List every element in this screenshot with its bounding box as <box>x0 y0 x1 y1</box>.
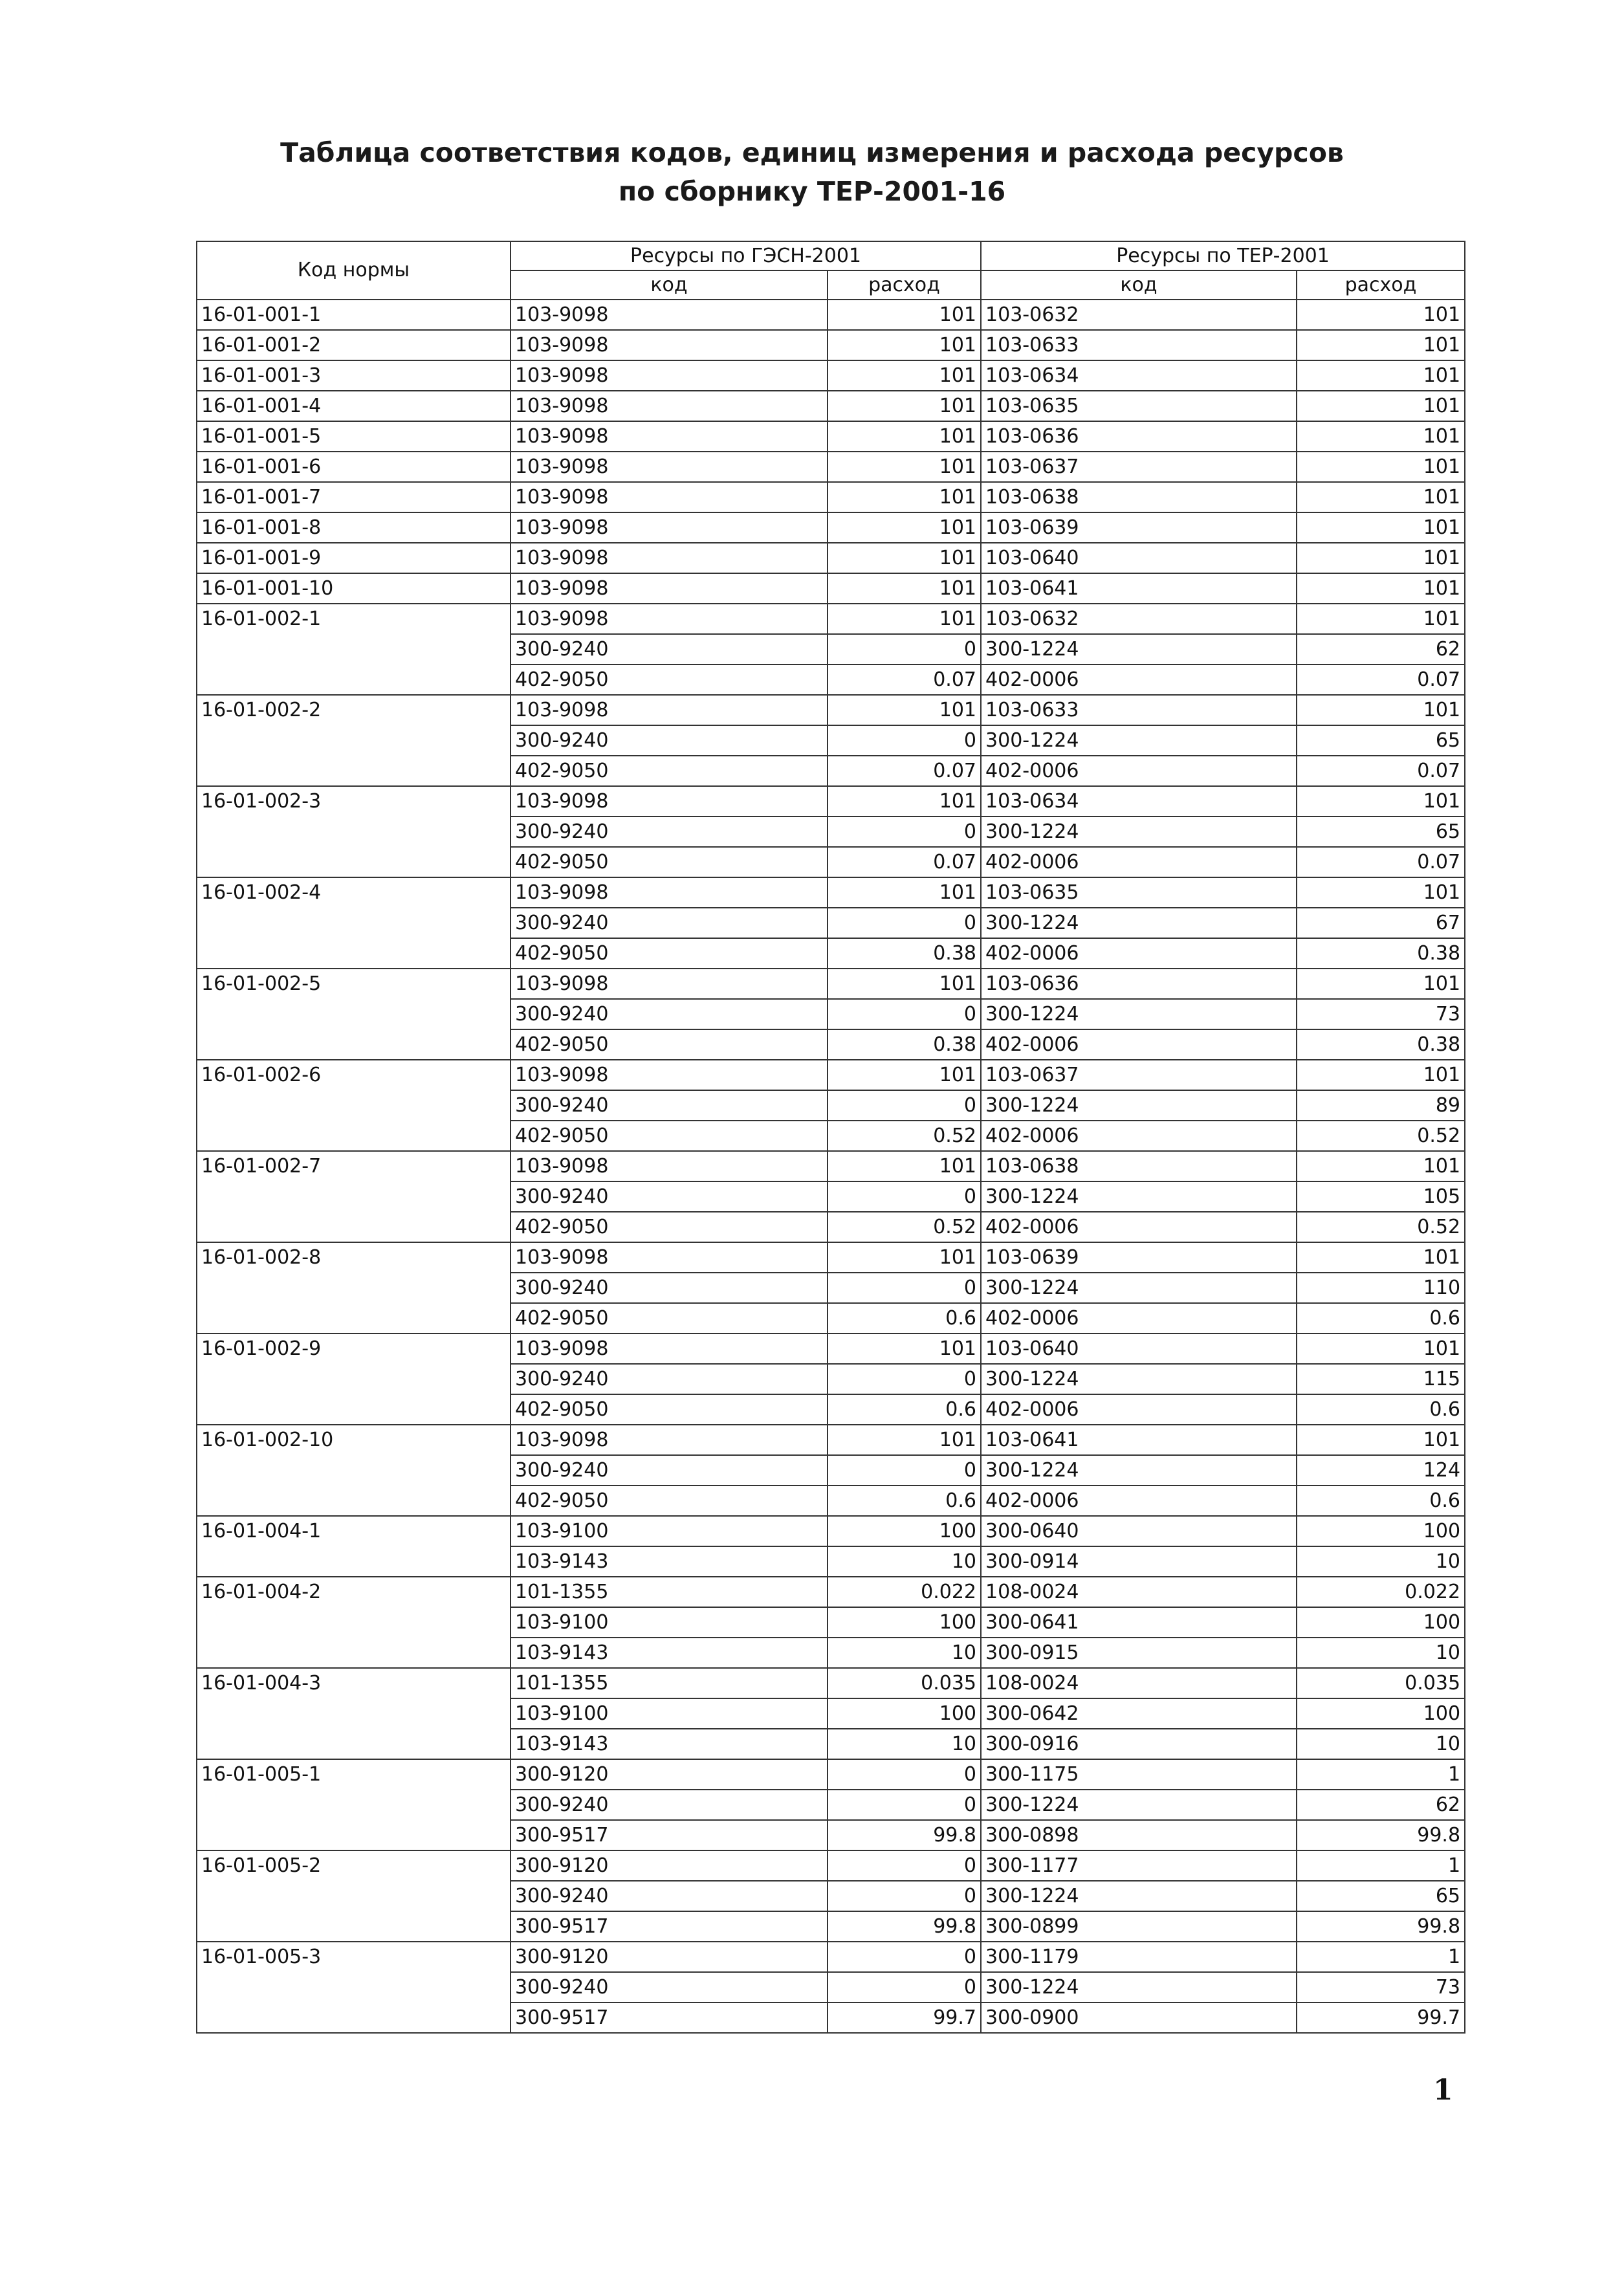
gesn-consumption-cell: 101 <box>828 300 981 330</box>
ter-code-cell: 402-0006 <box>981 1394 1297 1425</box>
gesn-consumption-cell: 101 <box>828 695 981 725</box>
gesn-consumption-cell: 101 <box>828 786 981 817</box>
ter-consumption-cell: 110 <box>1297 1273 1465 1303</box>
gesn-code-cell: 402-9050 <box>510 938 828 969</box>
ter-consumption-cell: 99.8 <box>1297 1820 1465 1850</box>
ter-consumption-cell: 101 <box>1297 604 1465 634</box>
gesn-consumption-cell: 0 <box>828 725 981 756</box>
ter-code-cell: 300-1224 <box>981 725 1297 756</box>
gesn-code-cell: 300-9240 <box>510 1790 828 1820</box>
norm-code-cell: 16-01-002-1 <box>197 604 510 695</box>
norm-code-cell: 16-01-002-3 <box>197 786 510 877</box>
table-row <box>197 1516 1465 1546</box>
ter-code-cell: 103-0635 <box>981 391 1297 421</box>
gesn-code-cell: 300-9517 <box>510 1820 828 1850</box>
ter-code-cell: 402-0006 <box>981 1303 1297 1333</box>
ter-consumption-cell: 101 <box>1297 1151 1465 1181</box>
ter-code-cell: 103-0637 <box>981 1060 1297 1090</box>
gesn-consumption-cell: 101 <box>828 452 981 482</box>
gesn-consumption-cell: 0 <box>828 1850 981 1881</box>
gesn-consumption-cell: 101 <box>828 604 981 634</box>
ter-code-cell: 108-0024 <box>981 1577 1297 1607</box>
gesn-code-cell: 402-9050 <box>510 1303 828 1333</box>
ter-consumption-cell: 0.07 <box>1297 756 1465 786</box>
gesn-code-cell: 300-9240 <box>510 908 828 938</box>
ter-consumption-cell: 101 <box>1297 969 1465 999</box>
ter-code-cell: 300-1224 <box>981 1364 1297 1394</box>
table-row <box>197 1060 1465 1090</box>
gesn-code-cell: 300-9240 <box>510 1972 828 2002</box>
ter-code-cell: 103-0634 <box>981 360 1297 391</box>
gesn-code-cell: 103-9098 <box>510 1151 828 1181</box>
ter-consumption-cell: 1 <box>1297 1850 1465 1881</box>
ter-code-cell: 300-0641 <box>981 1607 1297 1638</box>
gesn-code-cell: 103-9098 <box>510 604 828 634</box>
gesn-consumption-cell: 101 <box>828 1333 981 1364</box>
norm-code-cell: 16-01-005-3 <box>197 1942 510 2033</box>
ter-code-cell: 402-0006 <box>981 938 1297 969</box>
ter-consumption-cell: 89 <box>1297 1090 1465 1121</box>
gesn-code-cell: 103-9098 <box>510 969 828 999</box>
gesn-consumption-cell: 0 <box>828 817 981 847</box>
norm-code-cell: 16-01-001-8 <box>197 512 510 543</box>
ter-code-cell: 300-1177 <box>981 1850 1297 1881</box>
ter-consumption-cell: 65 <box>1297 1881 1465 1911</box>
ter-code-cell: 103-0635 <box>981 877 1297 908</box>
gesn-consumption-cell: 101 <box>828 1060 981 1090</box>
gesn-code-cell: 300-9240 <box>510 1364 828 1394</box>
gesn-code-cell: 300-9240 <box>510 1455 828 1486</box>
gesn-consumption-cell: 99.7 <box>828 2002 981 2033</box>
header-gesn-consumption: расход <box>828 270 981 300</box>
ter-consumption-cell: 1 <box>1297 1942 1465 1972</box>
gesn-consumption-cell: 0.07 <box>828 847 981 877</box>
gesn-code-cell: 402-9050 <box>510 1394 828 1425</box>
ter-code-cell: 300-0640 <box>981 1516 1297 1546</box>
ter-code-cell: 300-0642 <box>981 1698 1297 1729</box>
gesn-code-cell: 300-9517 <box>510 1911 828 1942</box>
ter-code-cell: 300-1224 <box>981 999 1297 1029</box>
ter-code-cell: 300-1179 <box>981 1942 1297 1972</box>
ter-code-cell: 300-1224 <box>981 634 1297 664</box>
gesn-consumption-cell: 0 <box>828 1759 981 1790</box>
table-row <box>197 421 1465 452</box>
ter-code-cell: 402-0006 <box>981 1212 1297 1242</box>
gesn-code-cell: 103-9100 <box>510 1607 828 1638</box>
ter-code-cell: 300-0914 <box>981 1546 1297 1577</box>
norm-code-cell: 16-01-002-9 <box>197 1333 510 1425</box>
ter-code-cell: 300-1224 <box>981 1881 1297 1911</box>
ter-code-cell: 402-0006 <box>981 847 1297 877</box>
table-row <box>197 360 1465 391</box>
ter-consumption-cell: 124 <box>1297 1455 1465 1486</box>
gesn-code-cell: 103-9098 <box>510 695 828 725</box>
ter-code-cell: 103-0637 <box>981 452 1297 482</box>
ter-code-cell: 300-1224 <box>981 1181 1297 1212</box>
ter-code-cell: 402-0006 <box>981 1029 1297 1060</box>
ter-code-cell: 108-0024 <box>981 1668 1297 1698</box>
ter-consumption-cell: 99.7 <box>1297 2002 1465 2033</box>
table-row <box>197 330 1465 360</box>
gesn-consumption-cell: 0 <box>828 1090 981 1121</box>
norm-code-cell: 16-01-002-6 <box>197 1060 510 1151</box>
ter-code-cell: 402-0006 <box>981 1486 1297 1516</box>
ter-consumption-cell: 101 <box>1297 877 1465 908</box>
ter-code-cell: 300-1224 <box>981 1972 1297 2002</box>
table-row <box>197 300 1465 330</box>
gesn-code-cell: 402-9050 <box>510 847 828 877</box>
ter-code-cell: 103-0640 <box>981 1333 1297 1364</box>
gesn-consumption-cell: 101 <box>828 421 981 452</box>
ter-code-cell: 402-0006 <box>981 664 1297 695</box>
header-ter-consumption: расход <box>1297 270 1465 300</box>
ter-code-cell: 103-0632 <box>981 300 1297 330</box>
gesn-code-cell: 103-9098 <box>510 512 828 543</box>
gesn-code-cell: 300-9240 <box>510 725 828 756</box>
norm-code-cell: 16-01-001-10 <box>197 573 510 604</box>
ter-consumption-cell: 101 <box>1297 695 1465 725</box>
gesn-code-cell: 103-9098 <box>510 543 828 573</box>
gesn-consumption-cell: 0.6 <box>828 1303 981 1333</box>
ter-consumption-cell: 65 <box>1297 817 1465 847</box>
ter-code-cell: 103-0641 <box>981 1425 1297 1455</box>
ter-code-cell: 103-0636 <box>981 421 1297 452</box>
ter-consumption-cell: 101 <box>1297 786 1465 817</box>
gesn-consumption-cell: 100 <box>828 1516 981 1546</box>
gesn-consumption-cell: 99.8 <box>828 1820 981 1850</box>
gesn-consumption-cell: 100 <box>828 1607 981 1638</box>
gesn-consumption-cell: 0.6 <box>828 1394 981 1425</box>
gesn-consumption-cell: 101 <box>828 1242 981 1273</box>
page-subtitle: по сборнику ТЕР-2001-16 <box>618 176 1006 207</box>
ter-consumption-cell: 0.38 <box>1297 1029 1465 1060</box>
gesn-code-cell: 103-9098 <box>510 1333 828 1364</box>
gesn-consumption-cell: 0 <box>828 999 981 1029</box>
header-norm-code: Код нормы <box>197 241 510 300</box>
gesn-code-cell: 300-9240 <box>510 1181 828 1212</box>
norm-code-cell: 16-01-002-7 <box>197 1151 510 1242</box>
gesn-consumption-cell: 101 <box>828 877 981 908</box>
norm-code-cell: 16-01-001-3 <box>197 360 510 391</box>
ter-code-cell: 300-0898 <box>981 1820 1297 1850</box>
resource-table <box>196 241 1465 2034</box>
ter-consumption-cell: 100 <box>1297 1698 1465 1729</box>
ter-consumption-cell: 101 <box>1297 300 1465 330</box>
ter-code-cell: 103-0639 <box>981 512 1297 543</box>
ter-code-cell: 103-0638 <box>981 482 1297 512</box>
ter-consumption-cell: 101 <box>1297 360 1465 391</box>
gesn-consumption-cell: 0 <box>828 1455 981 1486</box>
gesn-code-cell: 103-9098 <box>510 300 828 330</box>
table-row <box>197 512 1465 543</box>
ter-consumption-cell: 0.6 <box>1297 1486 1465 1516</box>
gesn-consumption-cell: 0.022 <box>828 1577 981 1607</box>
gesn-code-cell: 103-9100 <box>510 1698 828 1729</box>
ter-code-cell: 402-0006 <box>981 1121 1297 1151</box>
norm-code-cell: 16-01-002-5 <box>197 969 510 1060</box>
ter-consumption-cell: 101 <box>1297 1425 1465 1455</box>
gesn-code-cell: 300-9240 <box>510 817 828 847</box>
gesn-code-cell: 101-1355 <box>510 1577 828 1607</box>
ter-consumption-cell: 62 <box>1297 634 1465 664</box>
gesn-consumption-cell: 0.52 <box>828 1212 981 1242</box>
ter-code-cell: 103-0638 <box>981 1151 1297 1181</box>
ter-consumption-cell: 73 <box>1297 999 1465 1029</box>
ter-code-cell: 300-1175 <box>981 1759 1297 1790</box>
gesn-code-cell: 300-9240 <box>510 1881 828 1911</box>
gesn-code-cell: 300-9240 <box>510 999 828 1029</box>
ter-consumption-cell: 115 <box>1297 1364 1465 1394</box>
gesn-code-cell: 402-9050 <box>510 1029 828 1060</box>
ter-consumption-cell: 0.035 <box>1297 1668 1465 1698</box>
norm-code-cell: 16-01-004-3 <box>197 1668 510 1759</box>
ter-consumption-cell: 101 <box>1297 1060 1465 1090</box>
ter-consumption-cell: 101 <box>1297 573 1465 604</box>
ter-code-cell: 103-0632 <box>981 604 1297 634</box>
ter-code-cell: 300-1224 <box>981 817 1297 847</box>
gesn-code-cell: 300-9120 <box>510 1759 828 1790</box>
gesn-code-cell: 402-9050 <box>510 1212 828 1242</box>
ter-code-cell: 300-1224 <box>981 1273 1297 1303</box>
table-row <box>197 1151 1465 1181</box>
table-row <box>197 1759 1465 1790</box>
gesn-code-cell: 103-9098 <box>510 1242 828 1273</box>
ter-consumption-cell: 62 <box>1297 1790 1465 1820</box>
gesn-consumption-cell: 99.8 <box>828 1911 981 1942</box>
norm-code-cell: 16-01-002-10 <box>197 1425 510 1516</box>
ter-consumption-cell: 10 <box>1297 1729 1465 1759</box>
gesn-consumption-cell: 0 <box>828 1790 981 1820</box>
table-row <box>197 1242 1465 1273</box>
ter-consumption-cell: 67 <box>1297 908 1465 938</box>
ter-consumption-cell: 0.07 <box>1297 664 1465 695</box>
ter-consumption-cell: 105 <box>1297 1181 1465 1212</box>
gesn-consumption-cell: 0 <box>828 908 981 938</box>
gesn-code-cell: 300-9120 <box>510 1850 828 1881</box>
gesn-code-cell: 103-9098 <box>510 877 828 908</box>
ter-consumption-cell: 101 <box>1297 421 1465 452</box>
gesn-consumption-cell: 101 <box>828 969 981 999</box>
gesn-code-cell: 103-9098 <box>510 482 828 512</box>
ter-consumption-cell: 101 <box>1297 391 1465 421</box>
gesn-code-cell: 103-9098 <box>510 1060 828 1090</box>
table-row <box>197 604 1465 634</box>
ter-code-cell: 103-0633 <box>981 695 1297 725</box>
ter-consumption-cell: 101 <box>1297 330 1465 360</box>
page-title: Таблица соответствия кодов, единиц измерения и расхода ресурсов <box>280 137 1344 168</box>
gesn-consumption-cell: 10 <box>828 1729 981 1759</box>
norm-code-cell: 16-01-005-2 <box>197 1850 510 1942</box>
gesn-code-cell: 300-9120 <box>510 1942 828 1972</box>
ter-code-cell: 103-0641 <box>981 573 1297 604</box>
norm-code-cell: 16-01-002-8 <box>197 1242 510 1333</box>
ter-consumption-cell: 65 <box>1297 725 1465 756</box>
gesn-consumption-cell: 101 <box>828 1151 981 1181</box>
ter-code-cell: 300-0899 <box>981 1911 1297 1942</box>
gesn-code-cell: 103-9098 <box>510 330 828 360</box>
table-row <box>197 482 1465 512</box>
ter-code-cell: 103-0640 <box>981 543 1297 573</box>
ter-code-cell: 103-0633 <box>981 330 1297 360</box>
table-row <box>197 786 1465 817</box>
gesn-code-cell: 300-9240 <box>510 1090 828 1121</box>
ter-code-cell: 300-0916 <box>981 1729 1297 1759</box>
table-row <box>197 1942 1465 1972</box>
gesn-consumption-cell: 101 <box>828 512 981 543</box>
page-number: 1 <box>1433 2074 1453 2107</box>
header-gesn-resources: Ресурсы по ГЭСН-2001 <box>510 241 981 270</box>
ter-consumption-cell: 0.38 <box>1297 938 1465 969</box>
ter-code-cell: 300-0915 <box>981 1638 1297 1668</box>
norm-code-cell: 16-01-001-4 <box>197 391 510 421</box>
gesn-consumption-cell: 101 <box>828 573 981 604</box>
ter-consumption-cell: 100 <box>1297 1607 1465 1638</box>
ter-consumption-cell: 101 <box>1297 452 1465 482</box>
gesn-code-cell: 402-9050 <box>510 664 828 695</box>
table-row <box>197 969 1465 999</box>
norm-code-cell: 16-01-004-1 <box>197 1516 510 1577</box>
ter-code-cell: 103-0639 <box>981 1242 1297 1273</box>
ter-consumption-cell: 0.022 <box>1297 1577 1465 1607</box>
table-row <box>197 1850 1465 1881</box>
table-row <box>197 573 1465 604</box>
ter-code-cell: 300-1224 <box>981 1455 1297 1486</box>
gesn-code-cell: 402-9050 <box>510 1121 828 1151</box>
table-body <box>197 300 1465 2033</box>
gesn-consumption-cell: 0.07 <box>828 664 981 695</box>
gesn-code-cell: 103-9098 <box>510 786 828 817</box>
ter-consumption-cell: 0.6 <box>1297 1394 1465 1425</box>
gesn-code-cell: 103-9098 <box>510 360 828 391</box>
ter-code-cell: 300-1224 <box>981 1090 1297 1121</box>
norm-code-cell: 16-01-002-2 <box>197 695 510 786</box>
gesn-consumption-cell: 10 <box>828 1546 981 1577</box>
gesn-consumption-cell: 0 <box>828 1881 981 1911</box>
gesn-consumption-cell: 0 <box>828 1181 981 1212</box>
ter-consumption-cell: 10 <box>1297 1638 1465 1668</box>
gesn-code-cell: 103-9098 <box>510 391 828 421</box>
gesn-code-cell: 103-9143 <box>510 1638 828 1668</box>
ter-code-cell: 103-0636 <box>981 969 1297 999</box>
gesn-code-cell: 103-9143 <box>510 1729 828 1759</box>
ter-consumption-cell: 73 <box>1297 1972 1465 2002</box>
ter-consumption-cell: 99.8 <box>1297 1911 1465 1942</box>
header-ter-code: код <box>981 270 1297 300</box>
table-row <box>197 1577 1465 1607</box>
gesn-consumption-cell: 0 <box>828 1364 981 1394</box>
gesn-code-cell: 103-9098 <box>510 421 828 452</box>
norm-code-cell: 16-01-001-6 <box>197 452 510 482</box>
ter-consumption-cell: 0.6 <box>1297 1303 1465 1333</box>
table-row <box>197 695 1465 725</box>
ter-consumption-cell: 0.07 <box>1297 847 1465 877</box>
ter-code-cell: 300-0900 <box>981 2002 1297 2033</box>
gesn-consumption-cell: 0.38 <box>828 1029 981 1060</box>
gesn-code-cell: 103-9100 <box>510 1516 828 1546</box>
gesn-code-cell: 103-9098 <box>510 1425 828 1455</box>
ter-consumption-cell: 1 <box>1297 1759 1465 1790</box>
gesn-code-cell: 300-9517 <box>510 2002 828 2033</box>
gesn-code-cell: 300-9240 <box>510 634 828 664</box>
table-row <box>197 391 1465 421</box>
table-row <box>197 543 1465 573</box>
header-ter-resources: Ресурсы по ТЕР-2001 <box>981 241 1465 270</box>
gesn-code-cell: 402-9050 <box>510 1486 828 1516</box>
gesn-consumption-cell: 0.6 <box>828 1486 981 1516</box>
gesn-consumption-cell: 101 <box>828 482 981 512</box>
table-row <box>197 877 1465 908</box>
gesn-consumption-cell: 0.52 <box>828 1121 981 1151</box>
gesn-consumption-cell: 0 <box>828 1972 981 2002</box>
gesn-code-cell: 402-9050 <box>510 756 828 786</box>
gesn-consumption-cell: 0.035 <box>828 1668 981 1698</box>
gesn-code-cell: 101-1355 <box>510 1668 828 1698</box>
ter-consumption-cell: 101 <box>1297 1333 1465 1364</box>
ter-consumption-cell: 101 <box>1297 512 1465 543</box>
gesn-consumption-cell: 101 <box>828 1425 981 1455</box>
ter-consumption-cell: 100 <box>1297 1516 1465 1546</box>
table-row <box>197 452 1465 482</box>
gesn-consumption-cell: 101 <box>828 330 981 360</box>
gesn-consumption-cell: 100 <box>828 1698 981 1729</box>
norm-code-cell: 16-01-002-4 <box>197 877 510 969</box>
ter-consumption-cell: 0.52 <box>1297 1212 1465 1242</box>
norm-code-cell: 16-01-001-1 <box>197 300 510 330</box>
ter-consumption-cell: 101 <box>1297 1242 1465 1273</box>
norm-code-cell: 16-01-005-1 <box>197 1759 510 1850</box>
ter-code-cell: 300-1224 <box>981 908 1297 938</box>
ter-code-cell: 300-1224 <box>981 1790 1297 1820</box>
gesn-code-cell: 103-9098 <box>510 452 828 482</box>
ter-code-cell: 402-0006 <box>981 756 1297 786</box>
norm-code-cell: 16-01-001-7 <box>197 482 510 512</box>
gesn-code-cell: 103-9098 <box>510 573 828 604</box>
gesn-consumption-cell: 0.38 <box>828 938 981 969</box>
gesn-consumption-cell: 0 <box>828 1942 981 1972</box>
norm-code-cell: 16-01-001-5 <box>197 421 510 452</box>
gesn-consumption-cell: 101 <box>828 543 981 573</box>
gesn-consumption-cell: 0 <box>828 1273 981 1303</box>
ter-consumption-cell: 10 <box>1297 1546 1465 1577</box>
gesn-code-cell: 103-9143 <box>510 1546 828 1577</box>
table-row <box>197 1333 1465 1364</box>
ter-consumption-cell: 0.52 <box>1297 1121 1465 1151</box>
norm-code-cell: 16-01-001-2 <box>197 330 510 360</box>
header-gesn-code: код <box>510 270 828 300</box>
gesn-consumption-cell: 0 <box>828 634 981 664</box>
norm-code-cell: 16-01-004-2 <box>197 1577 510 1668</box>
gesn-consumption-cell: 101 <box>828 360 981 391</box>
table-row <box>197 1425 1465 1455</box>
norm-code-cell: 16-01-001-9 <box>197 543 510 573</box>
gesn-code-cell: 300-9240 <box>510 1273 828 1303</box>
ter-consumption-cell: 101 <box>1297 482 1465 512</box>
ter-code-cell: 103-0634 <box>981 786 1297 817</box>
gesn-consumption-cell: 0.07 <box>828 756 981 786</box>
gesn-consumption-cell: 10 <box>828 1638 981 1668</box>
table-row <box>197 1668 1465 1698</box>
ter-consumption-cell: 101 <box>1297 543 1465 573</box>
gesn-consumption-cell: 101 <box>828 391 981 421</box>
